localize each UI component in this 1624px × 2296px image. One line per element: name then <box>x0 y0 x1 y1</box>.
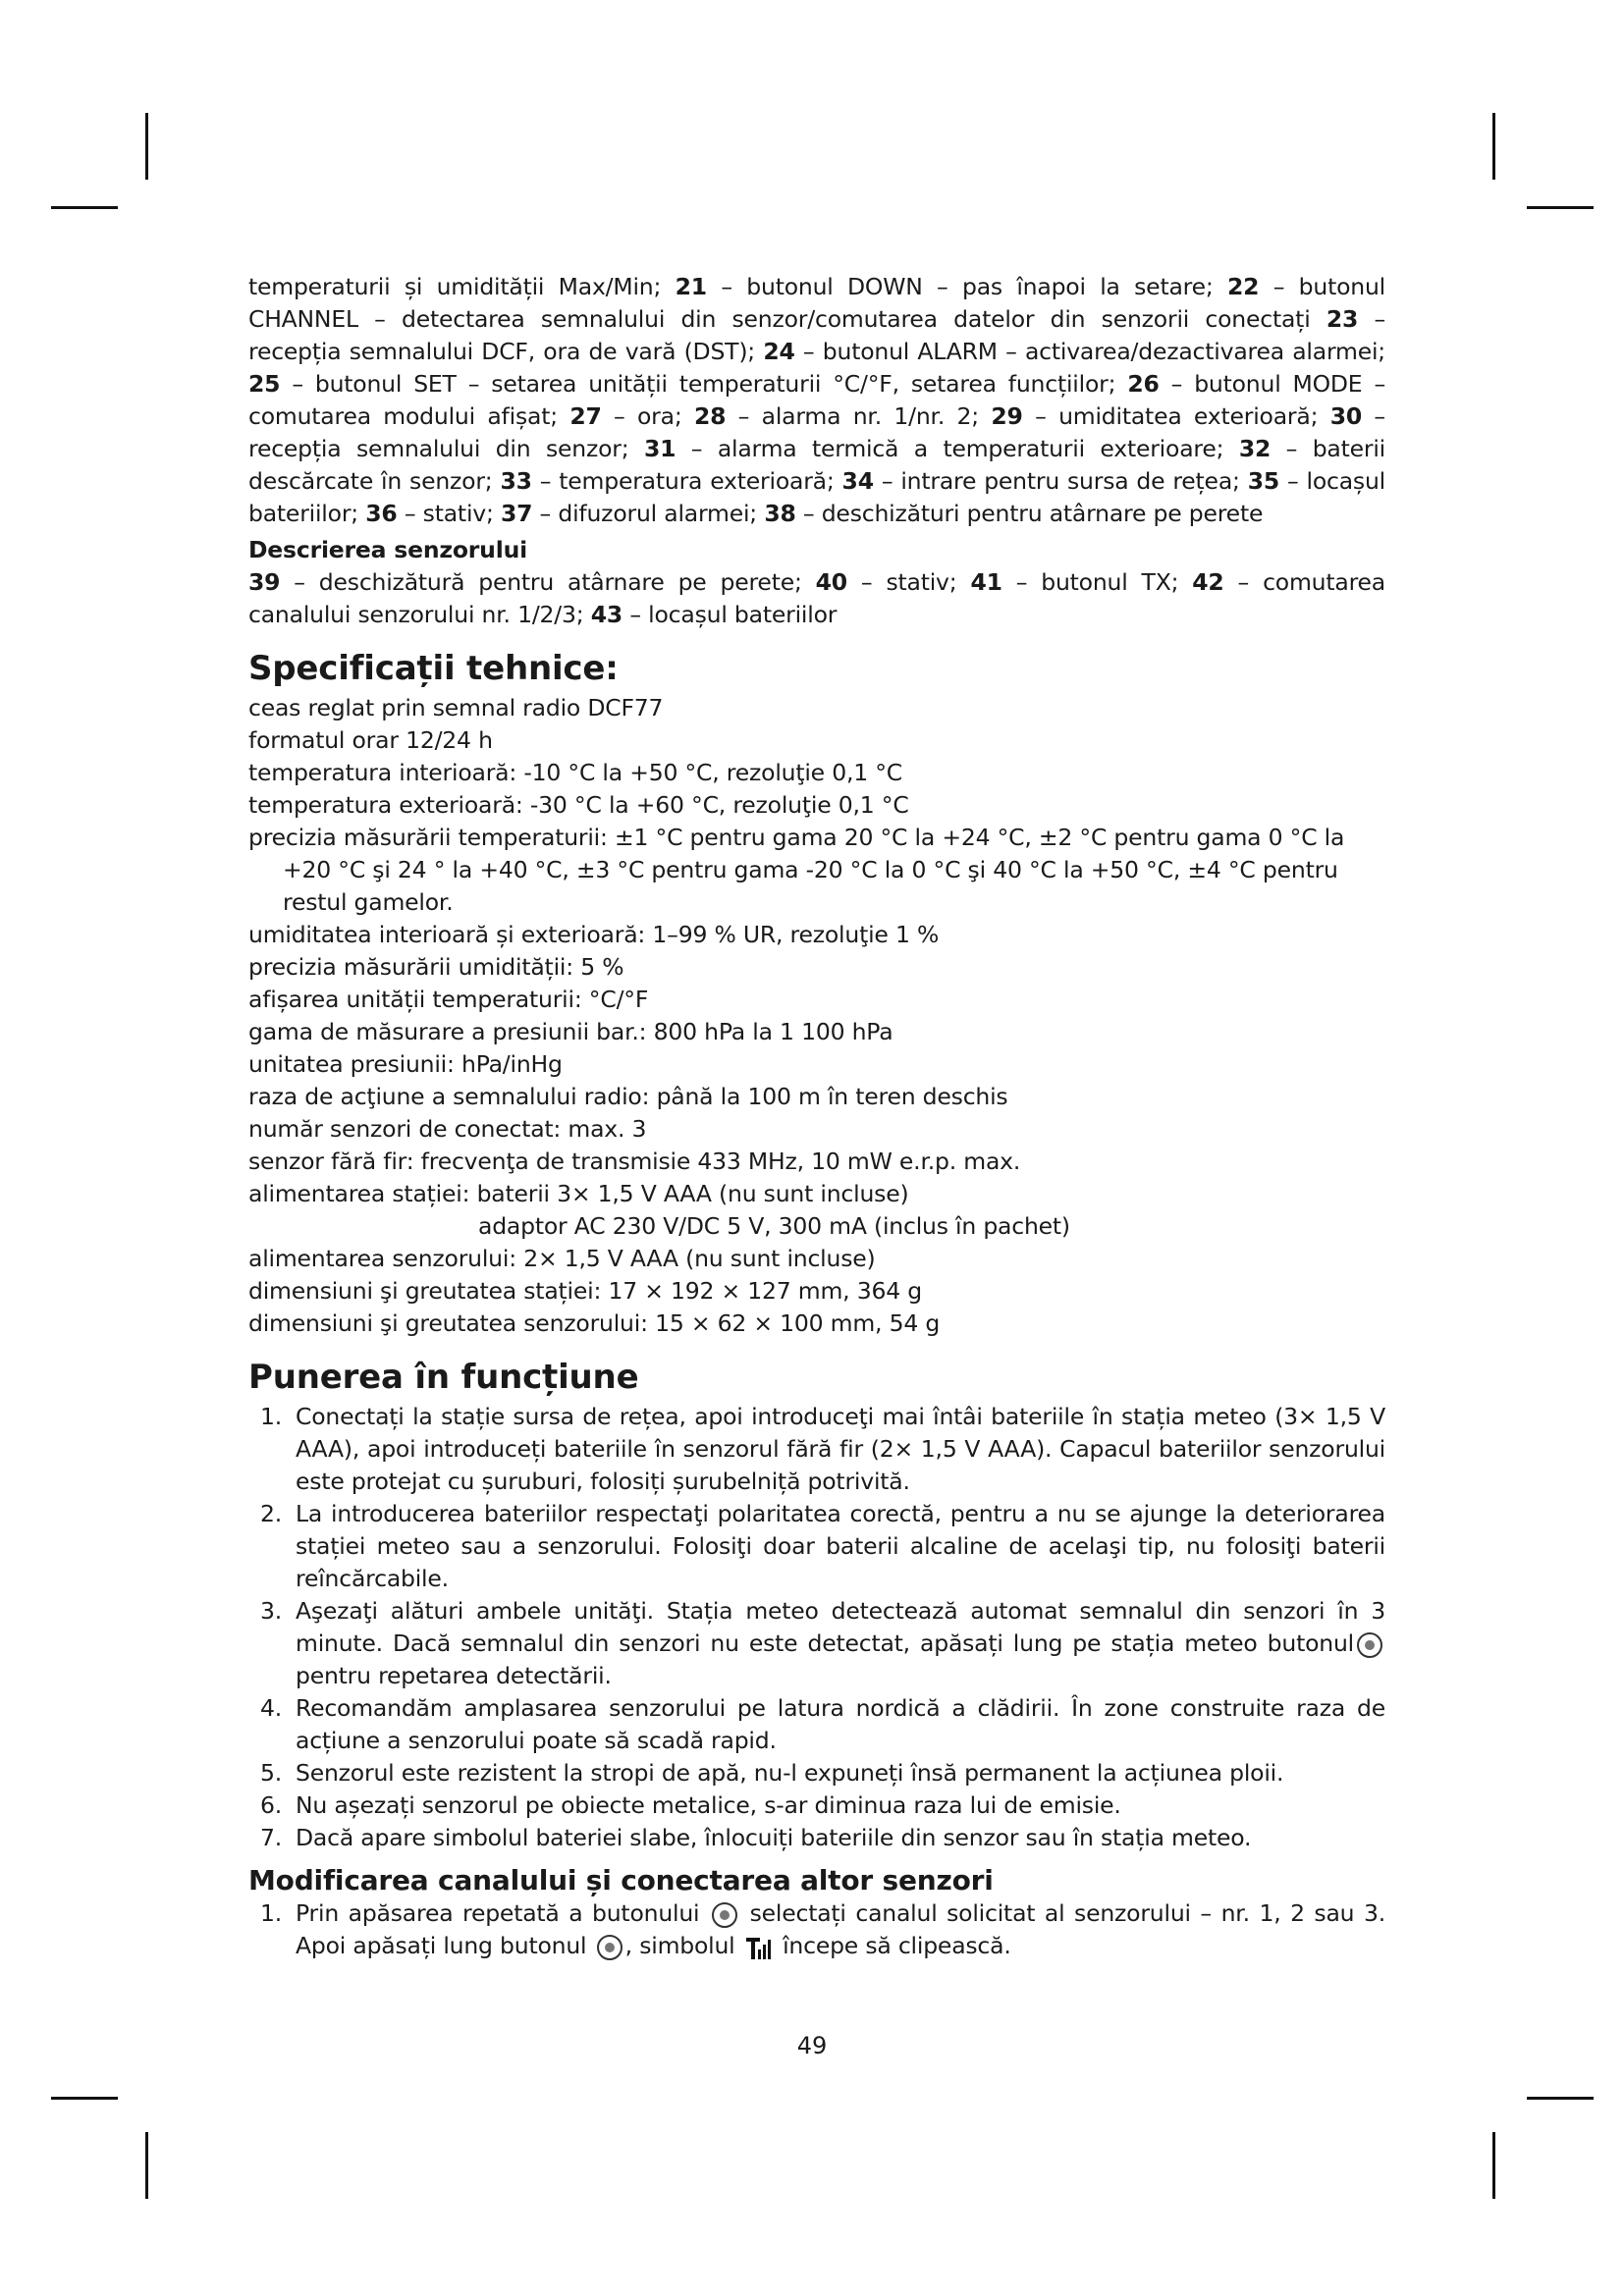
legend-number: 32 <box>1238 435 1272 462</box>
step-text: Prin apăsarea repetată a butonului <box>296 1899 700 1927</box>
spec-line: dimensiuni şi greutatea stației: 17 × 192 × 127 mm, 364 g <box>248 1277 922 1305</box>
legend-text: – locașul bateriilor; <box>248 467 1385 527</box>
legend-text: – recepția semnalului din senzor; <box>248 402 1385 462</box>
step-text: Recomandăm amplasarea senzorului pe latura nordică a clădirii. În zone construite raza de acțiune a senzorului poate să scadă rapid. <box>296 1694 1385 1754</box>
spec-line: formatul orar 12/24 h <box>248 726 493 754</box>
spec-line: temperatura exterioară: -30 °C la +60 °C, rezoluţie 0,1 °C <box>248 791 909 819</box>
step-number: 3. <box>260 1597 283 1625</box>
channel-heading: Modificarea canalului și conectarea altor senzori <box>248 1864 994 1896</box>
page-content <box>248 271 1385 1962</box>
channel-button-icon <box>712 1902 737 1928</box>
step-number: 5. <box>260 1759 283 1787</box>
list-item <box>248 1692 1385 1757</box>
spec-line: raza de acţiune a semnalului radio: până la 100 m în teren deschis <box>248 1083 1008 1110</box>
legend-number: 43 <box>590 601 623 628</box>
legend-text: – butonul ALARM – activarea/dezactivarea alarmei; <box>794 338 1385 365</box>
step-text: Dacă apare simbolul bateriei slabe, înlocuiți bateriile din senzor sau în stația meteo. <box>296 1824 1252 1851</box>
legend-number: 37 <box>500 500 533 527</box>
step-text: Aşezaţi alături ambele unităţi. Stația meteo detectează automat semnalul din senzori în 3 minute. Dacă semnalul din senzori nu este detectat, apăsați lung pe stația meteo butonul <box>296 1597 1385 1657</box>
step-text: , simbolul <box>624 1932 735 1959</box>
legend-text: – butonul SET – setarea unității temperaturii °C/°F, setarea funcțiilor; <box>280 370 1128 398</box>
legend-number: 24 <box>763 338 795 365</box>
spec-line: dimensiuni şi greutatea senzorului: 15 × 62 × 100 mm, 54 g <box>248 1309 941 1337</box>
legend-text: – stativ; <box>397 500 501 527</box>
legend-number: 36 <box>365 500 398 527</box>
step-number: 1. <box>260 1899 283 1927</box>
specs-heading: Specificații tehnice: <box>248 649 619 688</box>
legend-number: 29 <box>991 402 1023 430</box>
legend-number: 22 <box>1226 273 1260 300</box>
legend-text: – baterii descărcate în senzor; <box>248 435 1386 495</box>
page-number: 49 <box>796 2032 828 2059</box>
sensor-signal-icon <box>744 1934 774 1961</box>
channel-button-icon <box>1357 1632 1382 1658</box>
legend-text: – difuzorul alarmei; <box>532 500 765 527</box>
spec-line: precizia măsurării temperaturii: ±1 °C pentru gama 20 °C la +24 °C, ±2 °C pentru gama 0 °C la +20 °C şi 24 ° la +40 °C, ±3 °C pentru gama -20 °C la 0 °C şi 40 °C la +50 °C, ±4 °C pentru restul gamelor. <box>248 824 1345 916</box>
list-item <box>248 1595 1385 1692</box>
spec-line: gama de măsurare a presiunii bar.: 800 hPa la 1 100 hPa <box>248 1018 893 1045</box>
step-text: selectați canalul solicitat al senzorului – nr. 1, 2 sau 3. Apoi apăsați lung butonul <box>296 1899 1385 1959</box>
crop-mark <box>51 206 118 209</box>
legend-text: – deschizături pentru atârnare pe perete <box>795 500 1264 527</box>
legend-text: – intrare pentru sursa de rețea; <box>873 467 1248 495</box>
spec-line: afișarea unității temperaturii: °C/°F <box>248 986 649 1013</box>
setup-steps <box>248 1401 1385 1854</box>
list-item <box>248 1757 1385 1789</box>
spec-line: temperatura interioară: -10 °C la +50 °C, rezoluţie 0,1 °C <box>248 759 903 786</box>
legend-number: 39 <box>248 568 281 596</box>
legend-number: 28 <box>693 402 727 430</box>
step-number: 2. <box>260 1500 283 1527</box>
specs-list <box>248 692 1385 1340</box>
legend-text: – temperatura exterioară; <box>531 467 842 495</box>
legend-number: 33 <box>500 467 532 495</box>
list-item <box>248 1897 1385 1962</box>
list-item <box>248 1498 1385 1595</box>
legend-number: 42 <box>1192 568 1224 596</box>
legend-number: 23 <box>1326 305 1359 333</box>
legend-number: 35 <box>1247 467 1280 495</box>
step-text: Senzorul este rezistent la stropi de apă, nu-l expuneți însă permanent la acțiunea ploii. <box>296 1759 1284 1787</box>
legend-text: – butonul DOWN – pas înapoi la setare; <box>706 273 1227 300</box>
spec-line: unitatea presiunii: hPa/inHg <box>248 1050 563 1078</box>
legend-text: – butonul MODE – comutarea modului afișat; <box>248 370 1385 430</box>
legend-text: – butonul CHANNEL – detectarea semnalului din senzor/comutarea datelor din senzorii conectați <box>248 273 1385 333</box>
legend-number: 27 <box>569 402 602 430</box>
step-text: La introducerea bateriilor respectaţi polaritatea corectă, pentru a nu se ajunge la deteriorarea stației meteo sau a senzorului. Folosiţi doar baterii alcaline de acelaşi tip, nu folosiţi baterii reîncărcabile. <box>296 1500 1385 1592</box>
crop-mark <box>145 2132 148 2199</box>
legend-text: – umiditatea exterioară; <box>1022 402 1330 430</box>
channel-button-icon <box>597 1935 623 1960</box>
legend-text: – deschizătură pentru atârnare pe perete; <box>280 568 816 596</box>
step-text: Nu așezați senzorul pe obiecte metalice, s-ar diminua raza lui de emisie. <box>296 1791 1121 1819</box>
crop-mark <box>1527 2097 1594 2100</box>
legend-text: – ora; <box>601 402 694 430</box>
legend-number: 31 <box>643 435 677 462</box>
list-item <box>248 1822 1385 1854</box>
legend-number: 40 <box>815 568 847 596</box>
legend-text: – recepția semnalului DCF, ora de vară (DST); <box>248 305 1385 365</box>
legend-number: 38 <box>764 500 796 527</box>
spec-adapter-line: adaptor AC 230 V/DC 5 V, 300 mA (inclus în pachet) <box>478 1212 1070 1240</box>
setup-heading: Punerea în funcțiune <box>248 1358 639 1397</box>
legend-number: 21 <box>675 273 707 300</box>
legend-number: 41 <box>970 568 1002 596</box>
legend-intro: temperaturii și umidității Max/Min; <box>248 273 662 300</box>
legend-text: – locașul bateriilor <box>623 601 838 628</box>
legend-text: – alarma termică a temperaturii exterioare; <box>676 435 1239 462</box>
legend-number: 26 <box>1127 370 1160 398</box>
spec-line: alimentarea senzorului: 2× 1,5 V AAA (nu sunt incluse) <box>248 1245 876 1272</box>
channel-steps <box>248 1897 1385 1962</box>
step-number: 4. <box>260 1694 283 1722</box>
spec-line: ceas reglat prin semnal radio DCF77 <box>248 694 664 721</box>
legend-text: – stativ; <box>846 568 971 596</box>
spec-line: senzor fără fir: frecvenţa de transmisie 433 MHz, 10 mW e.r.p. max. <box>248 1148 1021 1175</box>
step-text: Conectați la stație sursa de rețea, apoi introduceţi mai întâi bateriile în stația meteo (3× 1,5 V AAA), apoi introduceți bateriile în senzorul fără fir (2× 1,5 V AAA). Capacul bateriilor senzorului este protejat cu șuruburi, folosiți șurubelniță potrivită. <box>296 1403 1385 1495</box>
legend-number: 25 <box>248 370 281 398</box>
crop-mark <box>145 113 148 180</box>
spec-line: umiditatea interioară și exterioară: 1–99 % UR, rezoluţie 1 % <box>248 921 940 948</box>
sensor-desc-paragraph <box>248 566 1385 631</box>
sensor-desc-heading: Descrierea senzorului <box>248 536 527 563</box>
legend-number: 30 <box>1329 402 1363 430</box>
legend-paragraph <box>248 271 1385 530</box>
step-number: 6. <box>260 1791 283 1819</box>
legend-text: – butonul TX; <box>1001 568 1193 596</box>
list-item <box>248 1789 1385 1822</box>
step-number: 1. <box>260 1403 283 1430</box>
spec-line: precizia măsurării umidității: 5 % <box>248 953 624 981</box>
list-item <box>248 1401 1385 1498</box>
legend-text: – comutarea canalului senzorului nr. 1/2/3; <box>248 568 1385 628</box>
spec-line: alimentarea stației: baterii 3× 1,5 V AAA (nu sunt incluse) <box>248 1180 909 1207</box>
crop-mark <box>1492 2132 1495 2199</box>
legend-number: 34 <box>841 467 874 495</box>
crop-mark <box>1527 206 1594 209</box>
crop-mark <box>1492 113 1495 180</box>
step-number: 7. <box>260 1824 283 1851</box>
spec-line: număr senzori de conectat: max. 3 <box>248 1115 647 1143</box>
step-text: pentru repetarea detectării. <box>296 1662 612 1689</box>
legend-text: – alarma nr. 1/nr. 2; <box>726 402 992 430</box>
crop-mark <box>51 2097 118 2100</box>
step-text: începe să clipească. <box>783 1932 1011 1959</box>
